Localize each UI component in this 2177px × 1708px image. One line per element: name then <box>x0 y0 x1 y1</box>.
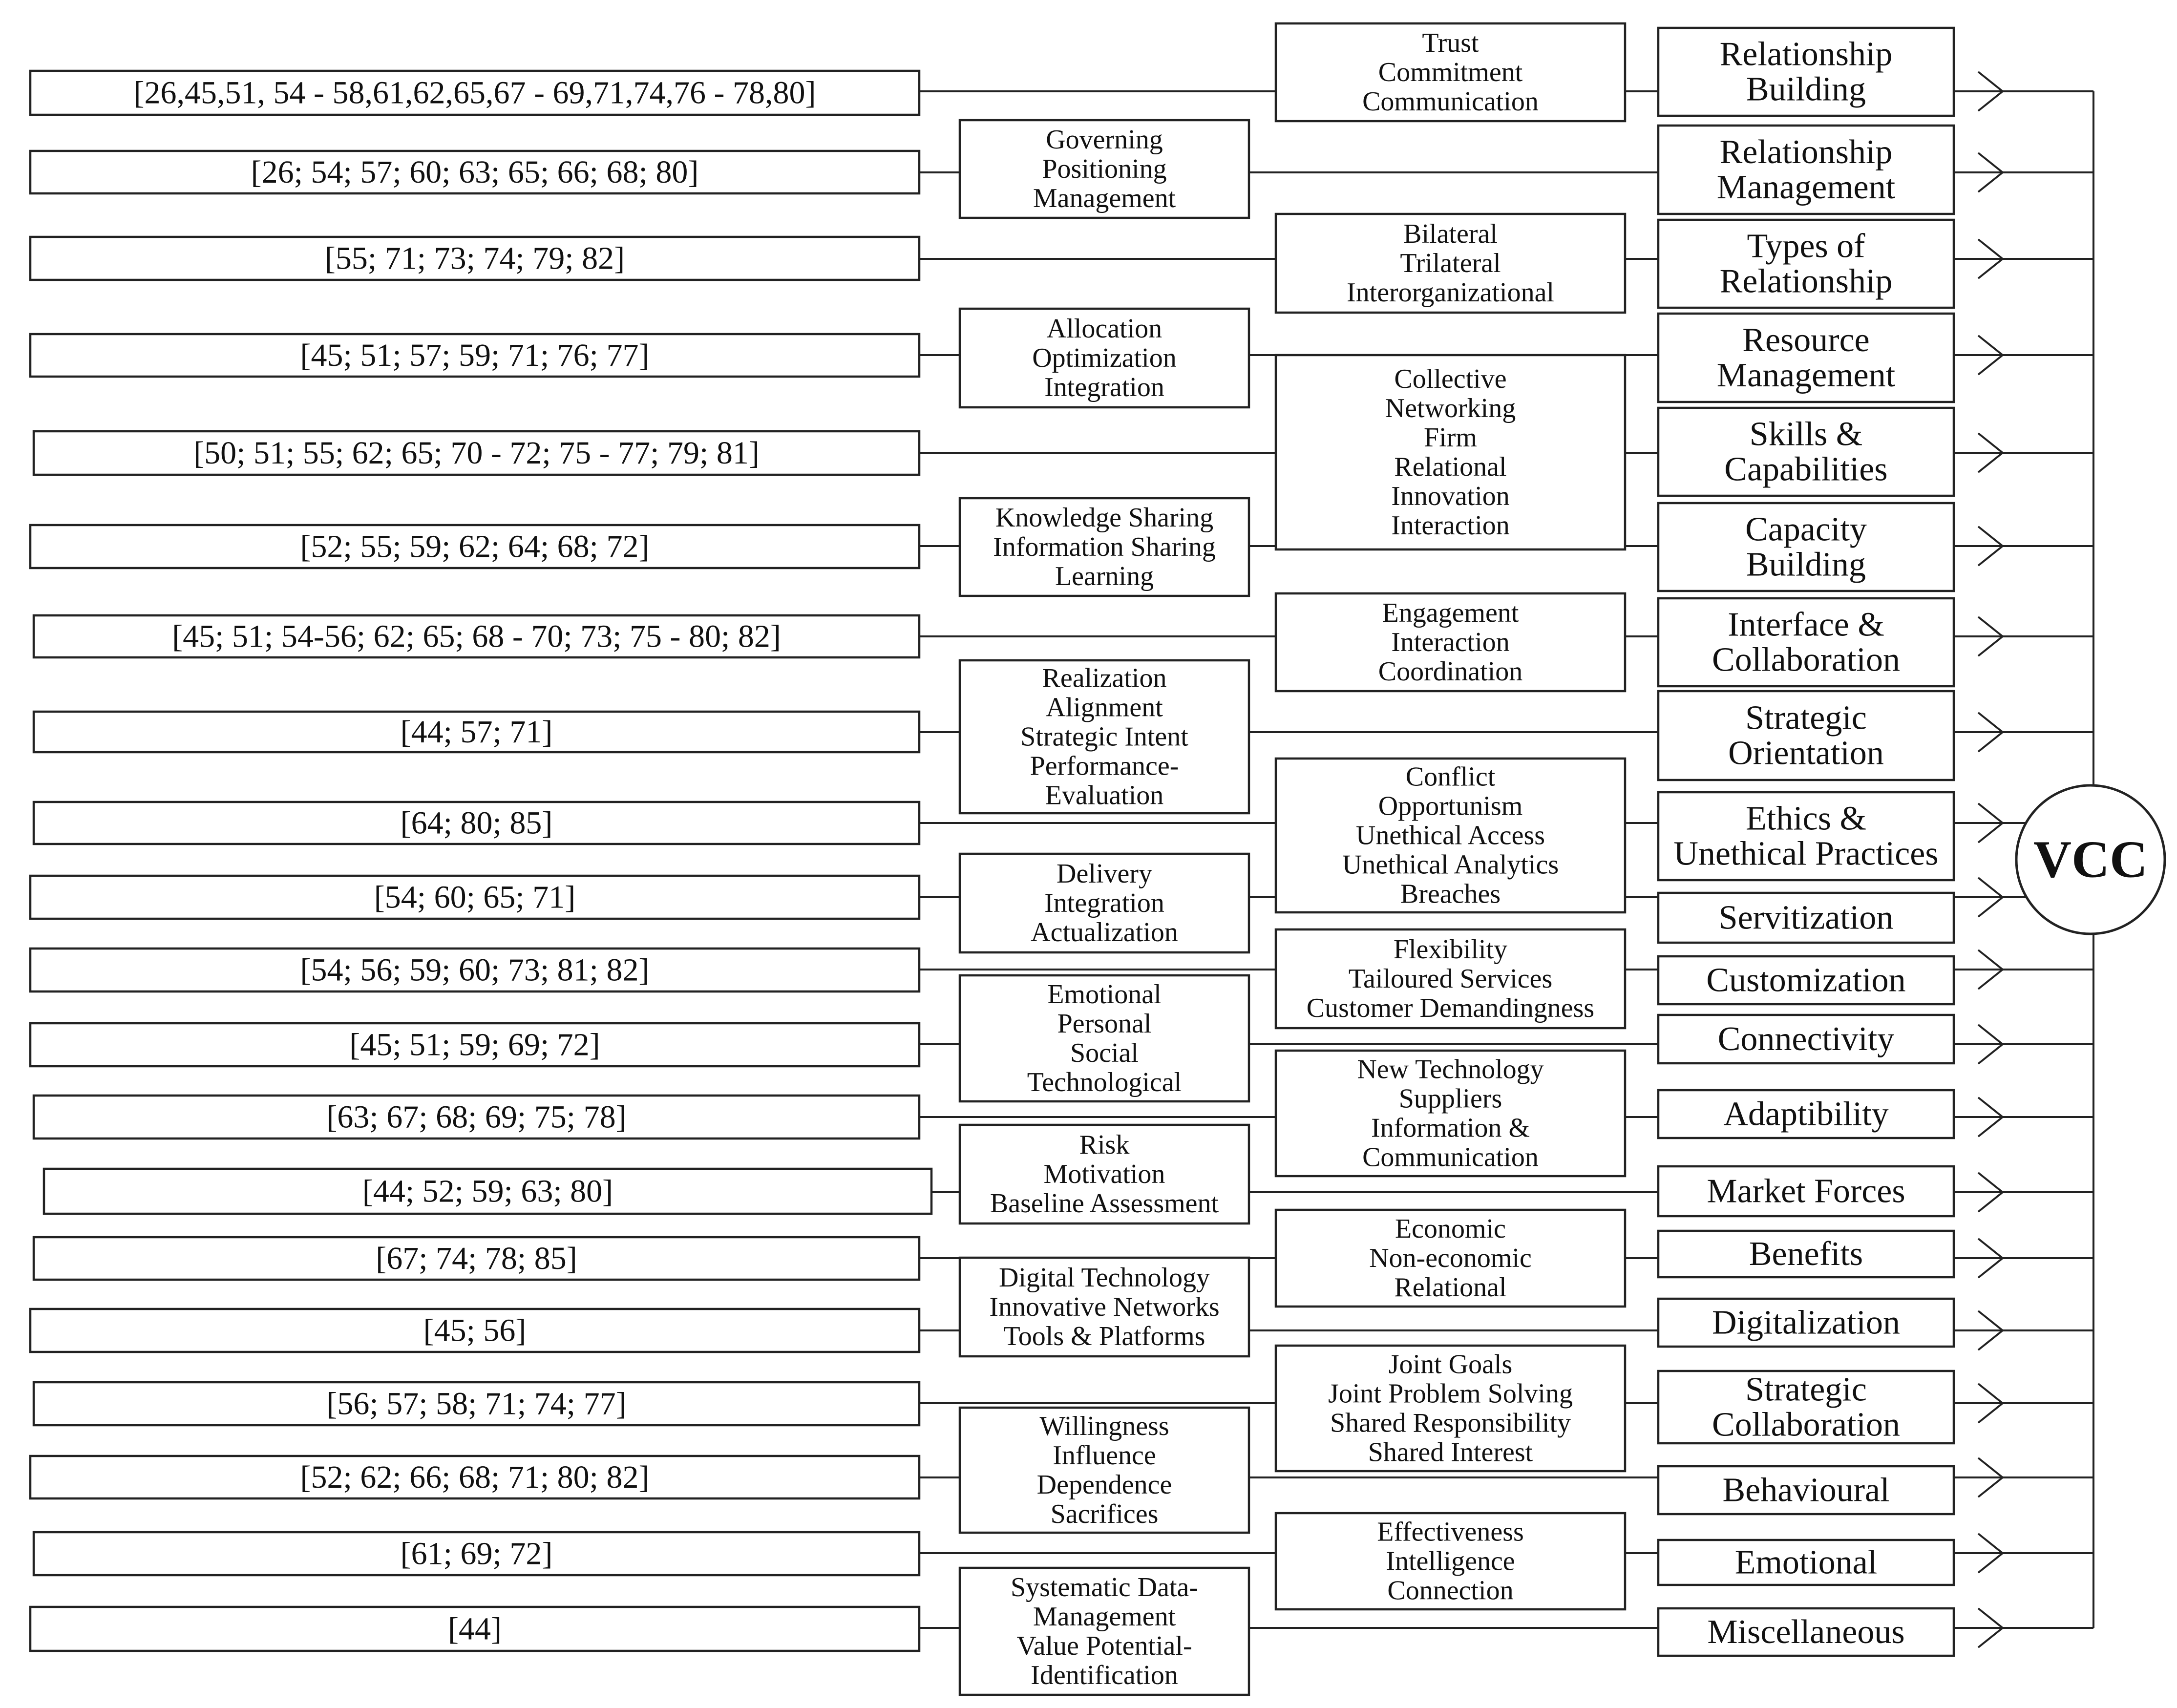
concepts-label <box>1033 125 1176 213</box>
concepts-label-line: Risk <box>1079 1130 1130 1160</box>
category-label <box>1717 133 1896 206</box>
concepts-label-line: Management <box>1033 1602 1176 1632</box>
concepts-label-line: Connection <box>1387 1575 1514 1606</box>
concepts-label-line: Joint Goals <box>1388 1349 1513 1380</box>
concepts-label-line: Sacrifices <box>1050 1499 1159 1529</box>
reference-label: [45; 56] <box>423 1312 527 1349</box>
category-label-line: Strategic <box>1745 699 1867 737</box>
category-label-line: Relationship <box>1719 262 1893 300</box>
concepts-label-line: Management <box>1033 183 1176 213</box>
concepts-label-line: Unethical Access <box>1355 820 1545 851</box>
concepts-label-line: Systematic Data- <box>1010 1572 1199 1603</box>
concepts-label-line: Learning <box>1055 561 1154 591</box>
category-label-line: Types of <box>1747 227 1865 265</box>
concepts-label-line: Identification <box>1031 1660 1178 1690</box>
concepts-label-line: Shared Interest <box>1368 1437 1533 1468</box>
vcc-node <box>2016 785 2165 934</box>
category-label-line: Strategic <box>1745 1371 1867 1409</box>
concepts-label-line: Interaction <box>1391 510 1510 541</box>
concepts-label <box>1378 598 1523 687</box>
reference-label: [26,45,51, 54 - 58,61,62,65,67 - 69,71,74,76 - 78,80] <box>133 75 816 111</box>
vcc-label: VCC <box>2033 830 2148 889</box>
category-label-line: Unethical Practices <box>1673 835 1939 873</box>
concepts-label-line: Opportunism <box>1378 791 1523 822</box>
concepts-label <box>989 1263 1219 1351</box>
concepts-label-line: Dependence <box>1036 1470 1172 1500</box>
concepts-label-line: Social <box>1070 1038 1139 1068</box>
concepts-label-line: Non-economic <box>1369 1243 1532 1273</box>
concepts-label-line: Realization <box>1042 663 1167 694</box>
concepts-label <box>1385 364 1516 541</box>
category-label <box>1712 606 1900 679</box>
category-label-line: Emotional <box>1734 1543 1878 1581</box>
boxes-layer <box>30 23 2003 1695</box>
concepts-label-line: Knowledge Sharing <box>995 503 1214 533</box>
diagram-row <box>44 1125 2003 1223</box>
category-label <box>1745 511 1867 584</box>
concepts-label-line: Allocation <box>1046 314 1162 344</box>
concepts-label-line: Information & <box>1371 1113 1530 1143</box>
concepts-label-line: Tools & Platforms <box>1003 1321 1205 1351</box>
concepts-label-line: Tailoured Services <box>1348 964 1553 994</box>
category-label-line: Customization <box>1706 961 1906 999</box>
category-label-line: Miscellaneous <box>1707 1613 1905 1651</box>
reference-label: [63; 67; 68; 69; 75; 78] <box>326 1099 627 1135</box>
concepts-label-line: Engagement <box>1382 598 1519 628</box>
category-label-line: Ethics & <box>1746 800 1866 838</box>
concepts-label-line: Motivation <box>1043 1159 1165 1189</box>
concepts-label-line: Delivery <box>1057 859 1152 889</box>
concepts-label-line: Communication <box>1362 1142 1539 1173</box>
category-label-line: Digitalization <box>1712 1304 1900 1342</box>
concepts-label <box>1011 1572 1198 1690</box>
category-label-line: Collaboration <box>1712 641 1900 679</box>
concepts-label-line: Intelligence <box>1386 1546 1515 1577</box>
category-label-line: Collaboration <box>1712 1406 1900 1444</box>
category-label-line: Building <box>1746 546 1866 584</box>
category-label-line: Adaptibility <box>1723 1095 1889 1133</box>
concepts-label-line: Digital Technology <box>998 1263 1210 1293</box>
concepts-label-line: Coordination <box>1378 656 1523 687</box>
category-label-line: Resource <box>1742 321 1870 359</box>
category-label-line: Skills & <box>1749 415 1863 453</box>
reference-label: [26; 54; 57; 60; 63; 65; 66; 68; 80] <box>251 154 699 190</box>
concepts-label-line: Effectiveness <box>1377 1517 1524 1547</box>
concepts-label-line: Interorganizational <box>1346 277 1555 308</box>
diagram-row <box>30 1568 2003 1695</box>
reference-label: [45; 51; 57; 59; 71; 76; 77] <box>300 337 650 373</box>
category-label <box>1706 962 1905 999</box>
diagram-row <box>30 214 2003 313</box>
concepts-label <box>1357 1054 1543 1173</box>
category-label-line: Behavioural <box>1722 1471 1890 1509</box>
category-label-line: Orientation <box>1728 734 1884 772</box>
concepts-label-line: Positioning <box>1042 154 1167 184</box>
category-label-line: Relationship <box>1719 35 1893 73</box>
concepts-label-line: Collective <box>1394 364 1507 394</box>
reference-label: [54; 60; 65; 71] <box>374 879 576 915</box>
concepts-label-line: Interaction <box>1391 627 1510 657</box>
reference-label: [45; 51; 54-56; 62; 65; 68 - 70; 73; 75 - 80; 82] <box>172 618 781 654</box>
concepts-label <box>1377 1517 1524 1606</box>
concepts-label-line: Influence <box>1053 1440 1156 1471</box>
reference-label: [54; 56; 59; 60; 73; 81; 82] <box>300 952 650 988</box>
concepts-label-line: New Technology <box>1357 1054 1544 1085</box>
concepts-label-line: Networking <box>1385 393 1516 423</box>
reference-label: [56; 57; 58; 71; 74; 77] <box>326 1386 627 1422</box>
category-label-line: Management <box>1716 357 1896 394</box>
concepts-label-line: Evaluation <box>1045 780 1164 811</box>
category-label <box>1735 1544 1878 1581</box>
reference-label: [61; 69; 72] <box>400 1536 553 1572</box>
reference-label: [44] <box>448 1611 502 1647</box>
category-label-line: Connectivity <box>1717 1020 1895 1058</box>
reference-label: [44; 57; 71] <box>400 714 553 750</box>
concepts-label-line: Trust <box>1422 28 1479 58</box>
concepts-label-line: Integration <box>1044 372 1164 402</box>
concepts-label-line: Shared Responsibility <box>1330 1408 1571 1438</box>
reference-label: [55; 71; 73; 74; 79; 82] <box>324 240 625 276</box>
concepts-label-line: Governing <box>1046 125 1163 155</box>
category-label <box>1728 699 1884 772</box>
concepts-label-line: Actualization <box>1031 917 1178 948</box>
concepts-label-line: Flexibility <box>1393 934 1508 965</box>
category-label-line: Capabilities <box>1724 450 1888 488</box>
concepts-label-line: Trilateral <box>1400 248 1501 278</box>
concepts-label <box>1037 1411 1172 1529</box>
category-label <box>1749 1235 1863 1273</box>
reference-label: [67; 74; 78; 85] <box>376 1241 577 1276</box>
concepts-label-line: Innovative Networks <box>989 1292 1220 1322</box>
concepts-label-line: Joint Problem Solving <box>1328 1378 1573 1409</box>
concepts-label <box>1020 663 1188 811</box>
concepts-label-line: Economic <box>1395 1214 1506 1244</box>
concepts-label-line: Relational <box>1394 452 1507 482</box>
concepts-label-line: Communication <box>1362 86 1539 117</box>
diagram-row <box>30 23 2003 121</box>
concepts-label-line: Integration <box>1044 888 1164 918</box>
concepts-label-line: Customer Demandingness <box>1306 993 1595 1023</box>
category-label <box>1707 1613 1904 1651</box>
diagram-row <box>30 498 2003 596</box>
category-label-line: Servitization <box>1718 899 1894 937</box>
concepts-label-line: Firm <box>1424 422 1477 453</box>
reference-label: [52; 55; 59; 62; 64; 68; 72] <box>300 528 650 565</box>
concepts-label-line: Optimization <box>1032 343 1177 373</box>
category-label <box>1722 1472 1889 1509</box>
category-label-line: Management <box>1716 169 1896 206</box>
category-label <box>1718 1020 1895 1058</box>
concepts-label-line: Performance- <box>1030 751 1179 781</box>
diagram-row <box>30 309 2003 407</box>
concepts-label-line: Innovation <box>1391 481 1510 511</box>
category-label <box>1707 1173 1905 1210</box>
concepts-label-line: Emotional <box>1047 979 1162 1010</box>
concepts-label-line: Willingness <box>1039 1411 1169 1441</box>
reference-label: [44; 52; 59; 63; 80] <box>362 1173 613 1209</box>
concepts-label-line: Bilateral <box>1403 219 1498 249</box>
category-label-line: Market Forces <box>1707 1172 1905 1210</box>
concepts-label-line: Conflict <box>1405 761 1496 792</box>
concepts-label-line: Strategic Intent <box>1020 721 1188 752</box>
concepts-label-line: Technological <box>1027 1067 1182 1097</box>
concepts-label-line: Information Sharing <box>993 532 1216 562</box>
reference-label: [45; 51; 59; 69; 72] <box>349 1027 600 1063</box>
concepts-label <box>1032 314 1177 402</box>
category-label <box>1719 899 1894 937</box>
reference-label: [50; 51; 55; 62; 65; 70 - 72; 75 - 77; 79; 81] <box>193 435 760 471</box>
concepts-label-line: Breaches <box>1400 879 1501 909</box>
concepts-label-line: Relational <box>1394 1272 1507 1303</box>
category-label <box>1712 1304 1900 1342</box>
reference-label: [52; 62; 66; 68; 71; 80; 82] <box>300 1459 650 1495</box>
concepts-label-line: Personal <box>1057 1009 1152 1039</box>
concepts-label-line: Baseline Assessment <box>990 1188 1219 1219</box>
reference-label: [64; 80; 85] <box>400 805 553 841</box>
category-label-line: Interface & <box>1728 606 1884 644</box>
category-label-line: Building <box>1746 70 1866 108</box>
concepts-label-line: Unethical Analytics <box>1342 849 1559 880</box>
concepts-label-line: Commitment <box>1378 57 1523 87</box>
diagram-row <box>30 120 2003 218</box>
category-label <box>1723 1096 1888 1133</box>
concepts-label-line: Value Potential- <box>1016 1631 1192 1661</box>
category-label-line: Benefits <box>1749 1235 1863 1273</box>
concepts-label-line: Alignment <box>1046 692 1163 723</box>
concepts-label-line: Suppliers <box>1398 1083 1502 1114</box>
category-label-line: Capacity <box>1745 510 1867 548</box>
category-label-line: Relationship <box>1719 133 1893 171</box>
category-label <box>1717 321 1896 394</box>
